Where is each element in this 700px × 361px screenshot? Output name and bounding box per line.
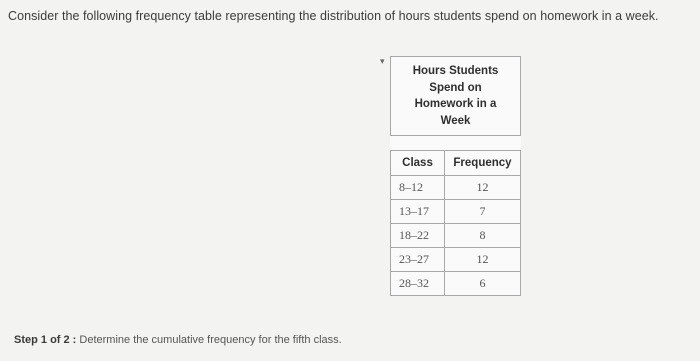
step-label: Step 1 of 2 :	[14, 334, 77, 346]
table-row	[391, 272, 521, 296]
class-column-header: Class	[391, 151, 445, 176]
class-cell: 13–17	[391, 200, 445, 224]
table-row	[391, 248, 521, 272]
frequency-column-header: Frequency	[445, 151, 521, 176]
table-marker-icon: ▾	[380, 56, 385, 66]
frequency-cell: 12	[445, 248, 521, 272]
table-header-row	[391, 151, 521, 176]
class-cell: 23–27	[391, 248, 445, 272]
class-cell: 18–22	[391, 224, 445, 248]
frequency-cell: 12	[445, 176, 521, 200]
table-caption-line: Homework in a	[414, 98, 497, 110]
table-caption-line: Hours Students	[412, 65, 499, 77]
table-spacer	[391, 136, 521, 151]
frequency-cell: 8	[445, 224, 521, 248]
question-prompt: Consider the following frequency table representing the distribution of hours students spend on homework in a week.	[8, 9, 659, 23]
table-row	[391, 224, 521, 248]
step-text: Determine the cumulative frequency for the fifth class.	[79, 334, 342, 346]
frequency-table	[390, 56, 521, 296]
table-row	[391, 200, 521, 224]
step-instruction	[14, 334, 342, 346]
table-caption-line: Spend on	[429, 81, 482, 94]
class-cell: 8–12	[391, 176, 445, 200]
frequency-cell: 6	[445, 272, 521, 296]
table-caption-line: Week	[440, 114, 471, 127]
frequency-cell: 7	[445, 200, 521, 224]
table-row	[391, 176, 521, 200]
class-cell: 28–32	[391, 272, 445, 296]
table-caption	[391, 57, 521, 136]
